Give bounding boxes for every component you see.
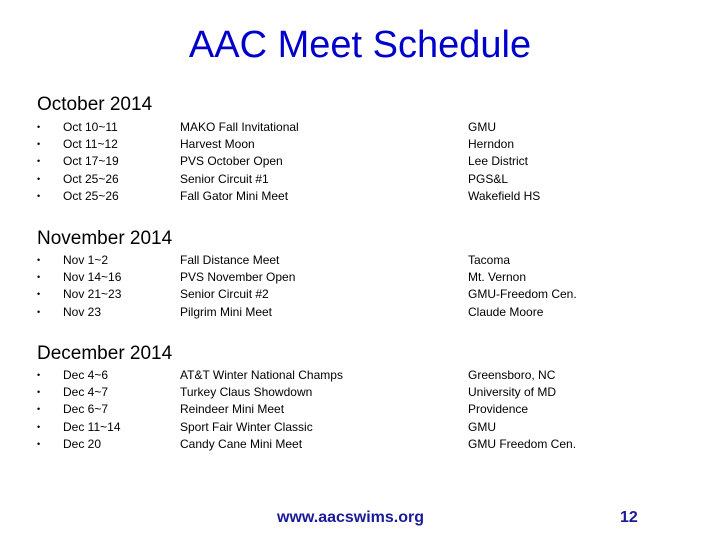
event-location: University of MD xyxy=(468,385,557,400)
footer-website-link[interactable]: www.aacswims.org xyxy=(277,509,425,526)
event-date: Nov 21~23 xyxy=(63,287,122,302)
section-heading-october: October 2014 xyxy=(37,94,153,115)
event-date: Oct 17~19 xyxy=(63,154,119,169)
event-row xyxy=(0,384,720,401)
event-date: Nov 23 xyxy=(63,304,102,319)
event-row xyxy=(0,436,720,453)
event-row xyxy=(0,304,720,321)
event-list-october xyxy=(0,119,720,205)
event-name: Fall Gator Mini Meet xyxy=(180,188,289,203)
event-date: Dec 20 xyxy=(63,436,102,451)
event-list-december xyxy=(0,367,720,453)
event-name: Turkey Claus Showdown xyxy=(180,385,313,400)
event-date: Oct 25~26 xyxy=(63,171,119,186)
event-location: Lee District xyxy=(468,154,529,169)
bullet-icon: • xyxy=(37,387,41,398)
event-name: Senior Circuit #2 xyxy=(180,287,269,302)
event-date: Oct 10~11 xyxy=(63,120,118,134)
event-name: MAKO Fall Invitational xyxy=(180,120,299,134)
event-date: Oct 11~12 xyxy=(63,137,118,152)
bullet-icon: • xyxy=(37,173,41,184)
event-location: Claude Moore xyxy=(468,304,544,319)
event-name: Senior Circuit #1 xyxy=(180,171,269,186)
event-name: Reindeer Mini Meet xyxy=(180,402,285,417)
event-date: Dec 4~6 xyxy=(63,368,109,382)
event-name: Harvest Moon xyxy=(180,137,255,152)
section-heading-december: December 2014 xyxy=(37,343,173,364)
event-date: Dec 4~7 xyxy=(63,385,109,400)
event-row xyxy=(0,153,720,170)
event-row xyxy=(0,286,720,303)
event-location: Wakefield HS xyxy=(468,188,541,203)
slide-title: AAC Meet Schedule xyxy=(188,24,532,66)
bullet-icon: • xyxy=(37,421,41,432)
bullet-icon: • xyxy=(37,190,41,201)
event-row xyxy=(0,401,720,418)
event-list-november xyxy=(0,252,720,321)
event-row xyxy=(0,188,720,205)
event-row xyxy=(0,252,720,269)
event-date: Dec 11~14 xyxy=(63,419,121,434)
event-name: Sport Fair Winter Classic xyxy=(180,419,313,434)
event-location: GMU Freedom Cen. xyxy=(468,436,577,451)
bullet-icon: • xyxy=(37,289,41,300)
event-date: Nov 1~2 xyxy=(63,253,109,267)
event-date: Dec 6~7 xyxy=(63,402,109,417)
bullet-icon: • xyxy=(37,156,41,167)
bullet-icon: • xyxy=(37,306,41,317)
event-location: PGS&L xyxy=(468,171,509,186)
event-name: PVS November Open xyxy=(180,270,296,285)
event-location: GMU xyxy=(468,419,496,434)
event-row xyxy=(0,269,720,286)
event-location: GMU-Freedom Cen. xyxy=(468,287,577,302)
page-number: 12 xyxy=(620,509,638,526)
event-location: Providence xyxy=(468,402,529,417)
event-row xyxy=(0,119,720,136)
event-name: AT&T Winter National Champs xyxy=(180,368,343,382)
bullet-icon: • xyxy=(37,272,41,283)
event-name: Pilgrim Mini Meet xyxy=(180,304,273,319)
event-location: Herndon xyxy=(468,137,515,152)
bullet-icon: • xyxy=(37,122,41,132)
event-location: Greensboro, NC xyxy=(468,368,556,382)
bullet-icon: • xyxy=(37,438,41,449)
event-row xyxy=(0,367,720,384)
event-row xyxy=(0,171,720,188)
event-name: PVS October Open xyxy=(180,154,283,169)
section-heading-november: November 2014 xyxy=(37,228,173,249)
event-location: Mt. Vernon xyxy=(468,270,527,285)
event-location: Tacoma xyxy=(468,253,511,267)
event-location: GMU xyxy=(468,120,496,134)
event-date: Oct 25~26 xyxy=(63,188,119,203)
event-name: Candy Cane Mini Meet xyxy=(180,436,303,451)
bullet-icon: • xyxy=(37,370,41,380)
event-row xyxy=(0,419,720,436)
bullet-icon: • xyxy=(37,139,41,150)
bullet-icon: • xyxy=(37,404,41,415)
event-date: Nov 14~16 xyxy=(63,270,122,285)
event-name: Fall Distance Meet xyxy=(180,253,280,267)
bullet-icon: • xyxy=(37,255,41,265)
event-row xyxy=(0,136,720,153)
